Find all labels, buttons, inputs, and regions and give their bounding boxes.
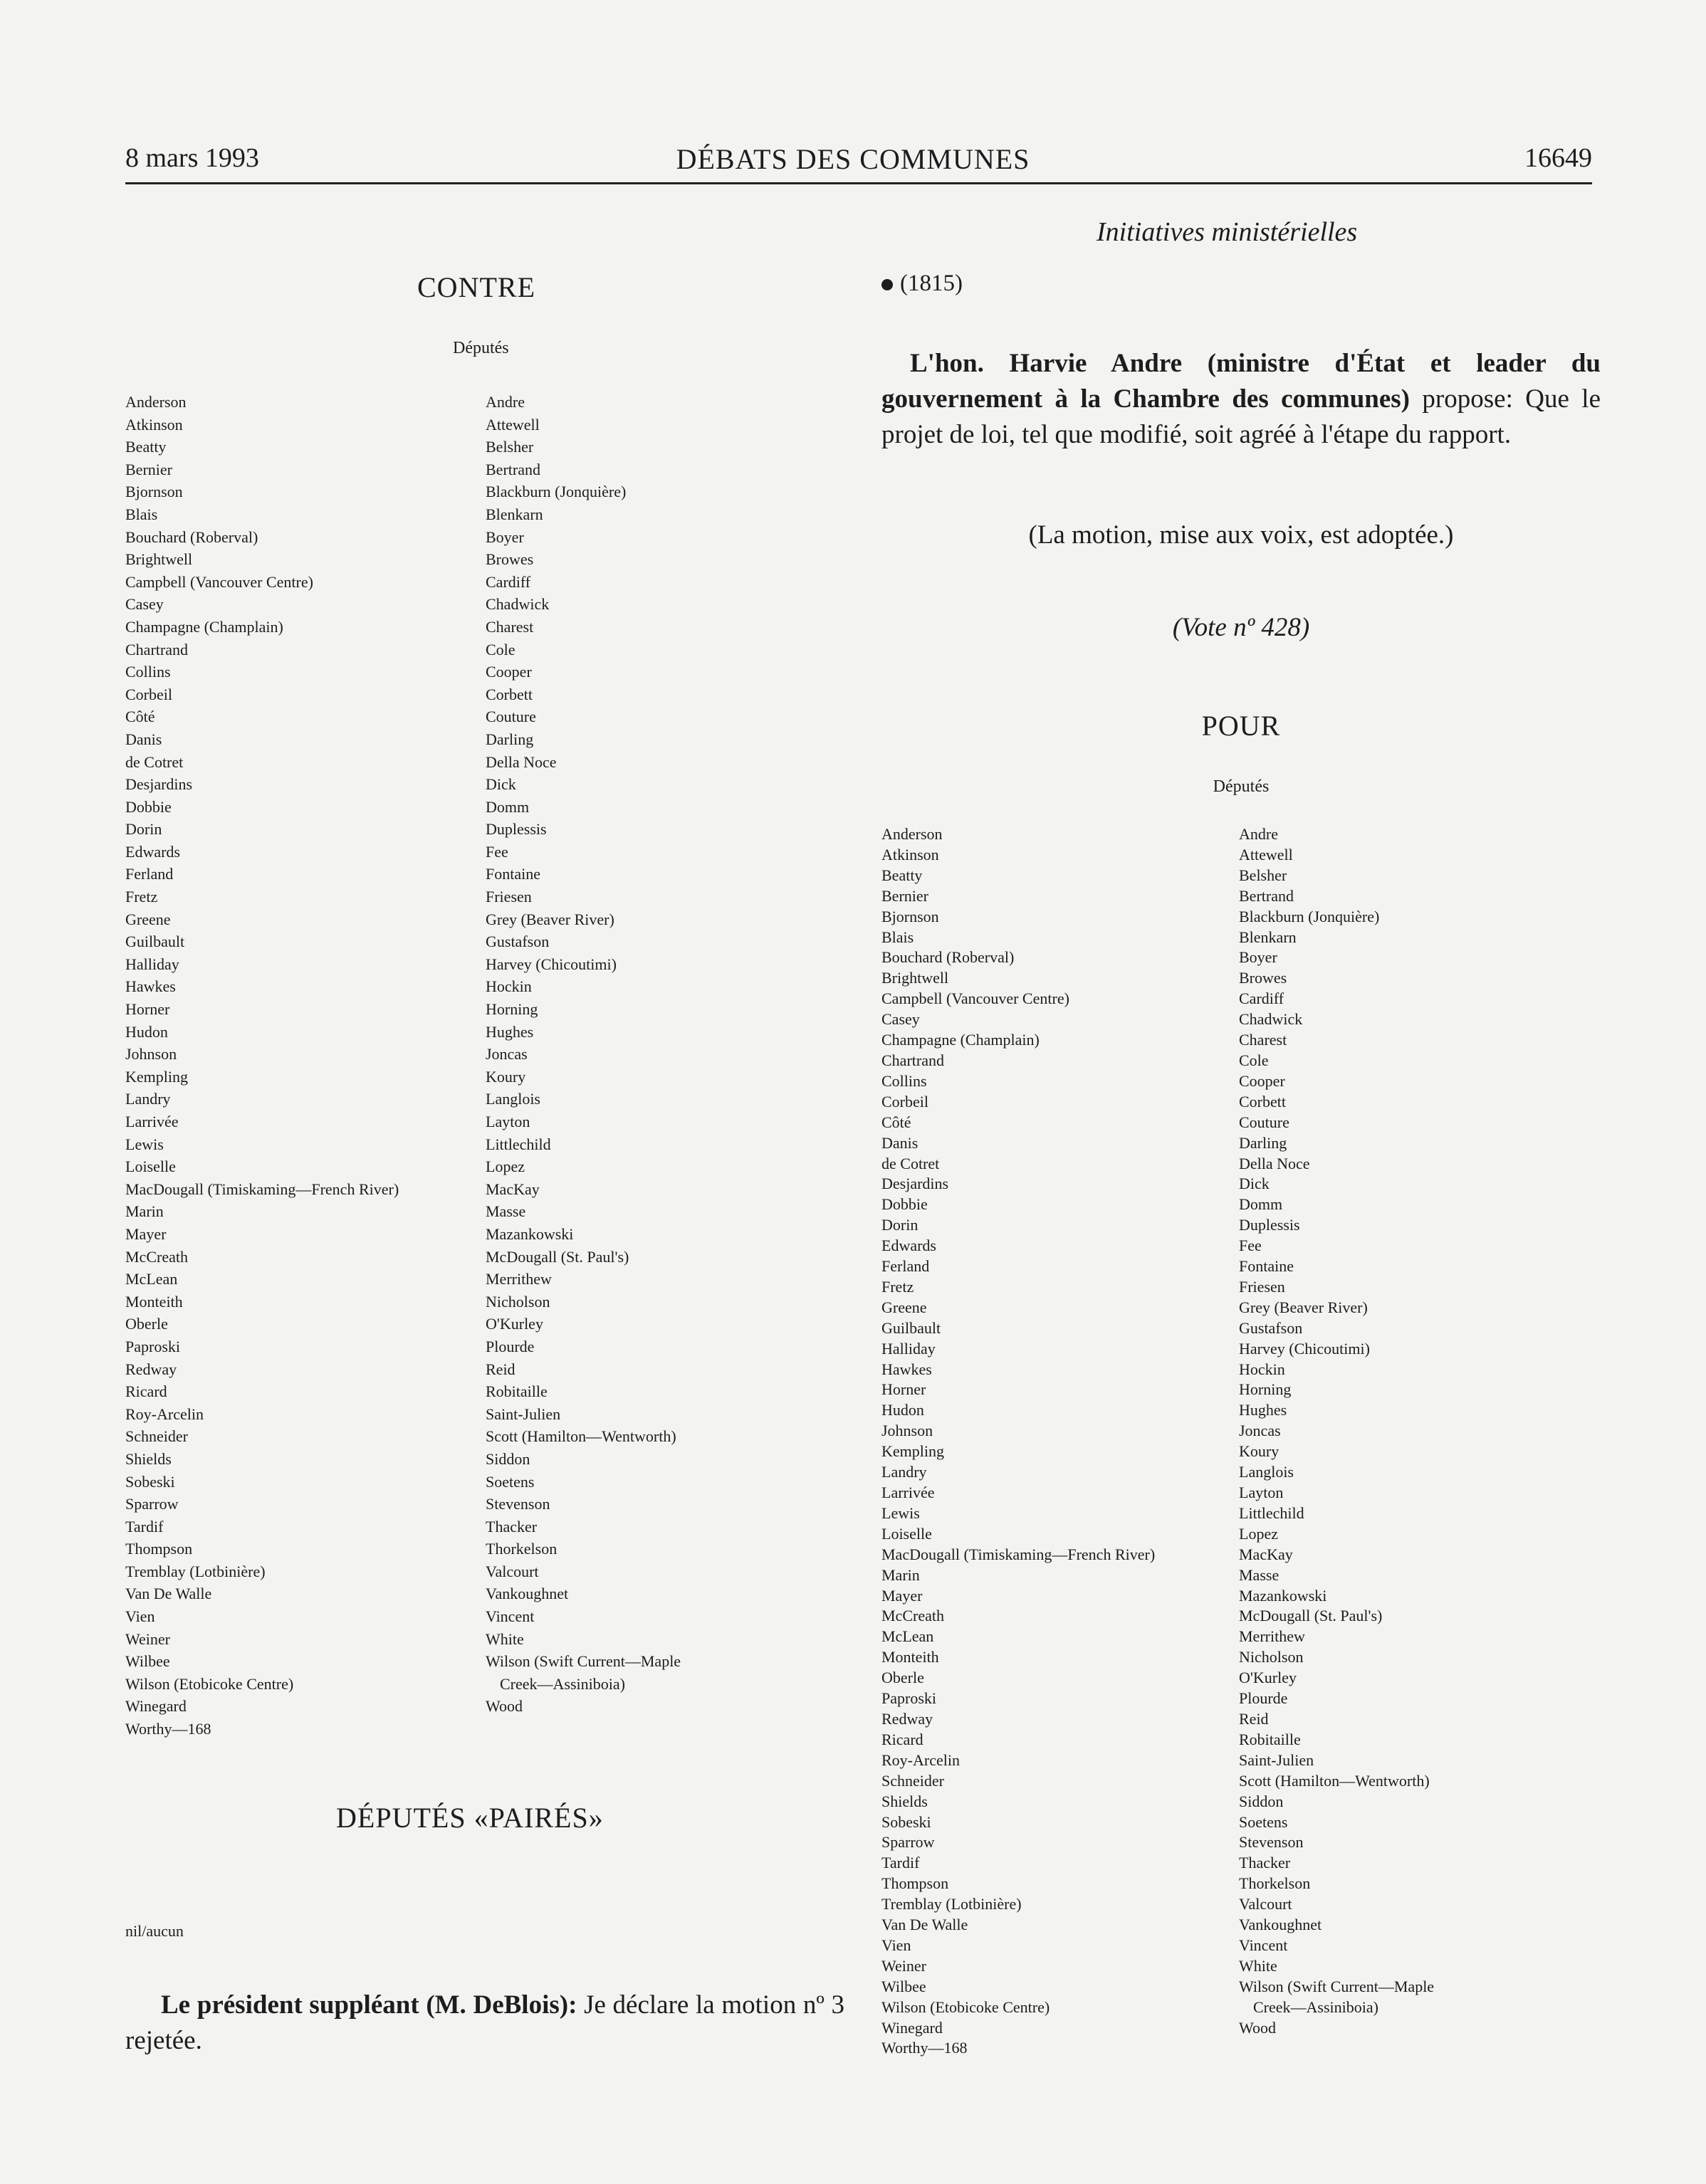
deputy-name: Thompson — [125, 1540, 193, 1558]
deputy-name: Lewis — [881, 1503, 920, 1522]
deputy-name: Gustafson — [486, 933, 550, 951]
deputy-name: Plourde — [1239, 1689, 1288, 1708]
deputy-name: Robitaille — [1239, 1730, 1301, 1748]
deputy-name: Cooper — [1239, 1071, 1285, 1090]
deputy-name: Koury — [486, 1067, 526, 1086]
deputy-name: Johnson — [881, 1422, 933, 1440]
president-text: Je déclare la motion nº 3 rejetée. — [125, 1990, 844, 2055]
deputy-name: Cardiff — [1239, 989, 1284, 1008]
deputy-name: Bernier — [125, 460, 172, 478]
deputy-name: Oberle — [881, 1669, 924, 1687]
deputy-name: Blackburn (Jonquière) — [1239, 907, 1380, 925]
deputy-name: Roy-Arcelin — [125, 1405, 204, 1423]
deputy-name: Stevenson — [1239, 1833, 1304, 1852]
deputy-name: Browes — [486, 550, 534, 569]
deputy-name: Masse — [1239, 1565, 1280, 1584]
deputy-name: Couture — [1239, 1113, 1289, 1131]
deputy-name: O'Kurley — [486, 1315, 543, 1333]
deputy-name: Dick — [486, 775, 516, 794]
deputy-name: Oberle — [125, 1315, 168, 1333]
deputy-name: Greene — [881, 1298, 927, 1316]
deputy-name: Grey (Beaver River) — [486, 910, 614, 928]
deputy-name: Redway — [881, 1709, 933, 1728]
deputy-name: Friesen — [486, 888, 532, 906]
deputy-name: Andre — [486, 393, 525, 411]
pour-left-column — [881, 824, 1155, 2059]
deputy-name: Layton — [1239, 1484, 1284, 1501]
deputy-name: Weiner — [881, 1956, 926, 1975]
deputy-name: MacDougall (Timiskaming—French River) — [125, 1180, 399, 1198]
deputy-name: Blenkarn — [1239, 928, 1297, 946]
deputy-name: Fee — [486, 842, 508, 861]
deputy-name: Hudon — [881, 1401, 924, 1419]
deputy-name: Belsher — [486, 438, 534, 456]
deputy-name: Scott (Hamilton—Wentworth) — [1239, 1771, 1430, 1790]
deputy-name: Larrivée — [125, 1113, 179, 1130]
deputy-name: Van De Walle — [881, 1916, 968, 1934]
deputy-name: Thorkelson — [486, 1540, 558, 1558]
deputy-name: Loiselle — [125, 1157, 176, 1176]
deputy-name: Della Noce — [486, 752, 557, 771]
deputy-name: Andre — [1239, 825, 1278, 843]
deputy-name: Thompson — [881, 1874, 949, 1893]
deputy-name: McLean — [125, 1270, 178, 1288]
deputy-name: Landry — [881, 1463, 927, 1481]
deputy-name: Sobeski — [881, 1812, 931, 1831]
deputy-name: Cole — [486, 640, 516, 658]
deputy-name: Atkinson — [125, 415, 183, 434]
deputy-name: Gustafson — [1239, 1318, 1303, 1337]
deputy-name: Vien — [881, 1936, 911, 1954]
deputy-name: Bjornson — [881, 907, 939, 925]
deputy-name: Danis — [881, 1133, 919, 1152]
deputy-name: Hughes — [1239, 1401, 1287, 1419]
deputy-name: Beatty — [125, 438, 167, 456]
deputy-name: Scott (Hamilton—Wentworth) — [486, 1427, 676, 1446]
timestamp — [881, 271, 963, 297]
deputy-name: Stevenson — [486, 1495, 550, 1513]
paires-content: nil/aucun — [125, 1922, 184, 1940]
deputy-name: Creek—Assiniboia) — [1253, 1997, 1378, 2016]
deputy-name: MacDougall (Timiskaming—French River) — [881, 1545, 1156, 1563]
deputy-name: Domm — [486, 797, 530, 816]
deputy-name: Shields — [125, 1449, 172, 1468]
deputy-name: Guilbault — [881, 1318, 941, 1337]
deputy-name: Desjardins — [881, 1175, 949, 1193]
deputy-name: Tardif — [125, 1517, 164, 1535]
deputy-name: Ricard — [125, 1382, 167, 1401]
contre-right-column — [486, 391, 681, 1718]
deputy-name: Bjornson — [125, 483, 183, 501]
deputy-name: Casey — [881, 1010, 920, 1029]
motion-speaker: L'hon. Harvie Andre (ministre d'État et leader du gouvernement à la Chambre des communes) — [881, 349, 1601, 414]
deputy-name: Creek—Assiniboia) — [500, 1674, 625, 1693]
contre-left-column — [125, 391, 399, 1741]
deputy-name: Reid — [1239, 1709, 1269, 1728]
deputy-name: Cardiff — [486, 572, 531, 591]
deputy-name: Kempling — [881, 1442, 944, 1461]
deputy-name: Ferland — [125, 865, 174, 883]
deputy-name: McLean — [881, 1627, 934, 1646]
deputy-name: Couture — [486, 708, 536, 726]
deputy-name: Worthy—168 — [881, 2039, 968, 2057]
deputy-name: Bertrand — [1239, 886, 1294, 905]
deputy-name: Layton — [486, 1113, 530, 1130]
deputy-name: Landry — [125, 1090, 171, 1108]
deputy-name: Hughes — [486, 1022, 534, 1041]
deputy-name: Vincent — [486, 1607, 535, 1626]
deputy-name: Harvey (Chicoutimi) — [486, 955, 617, 973]
deputy-name: Harvey (Chicoutimi) — [1239, 1339, 1370, 1358]
deputy-name: Sparrow — [881, 1833, 935, 1852]
deputy-name: Thorkelson — [1239, 1874, 1311, 1893]
deputy-name: Blackburn (Jonquière) — [486, 483, 627, 501]
deputy-name: Boyer — [1239, 948, 1277, 967]
header-rule — [125, 182, 1592, 184]
deputy-name: Lewis — [125, 1135, 164, 1153]
deputy-name: Siddon — [486, 1449, 530, 1468]
deputy-name: Marin — [881, 1565, 920, 1584]
deputy-name: Wilbee — [881, 1977, 926, 1995]
deputy-name: Charest — [486, 617, 534, 636]
bullet-icon — [881, 279, 893, 290]
deputy-name: Langlois — [486, 1090, 540, 1108]
motion-text: propose: Que le projet de loi, tel que modifié, soit agréé à l'étape du rapport. — [881, 384, 1601, 449]
deputy-name: Merrithew — [486, 1270, 552, 1288]
deputy-name: Wilbee — [125, 1652, 170, 1671]
deputy-name: Saint-Julien — [486, 1405, 561, 1423]
deputy-name: Blenkarn — [486, 505, 543, 523]
deputy-name: Cole — [1239, 1051, 1269, 1069]
deputy-name: Brightwell — [881, 969, 949, 987]
deputy-name: Hawkes — [125, 977, 176, 996]
deputy-name: Anderson — [125, 393, 187, 411]
deputy-name: Wilson (Swift Current—Maple — [486, 1652, 681, 1671]
deputy-name: Browes — [1239, 969, 1287, 987]
deputy-name: Bouchard (Roberval) — [125, 527, 258, 546]
deputy-name: Littlechild — [1239, 1503, 1304, 1522]
deputy-name: Attewell — [486, 415, 540, 434]
deputy-name: Nicholson — [486, 1292, 550, 1311]
deputy-name: Fretz — [881, 1277, 914, 1296]
deputy-name: de Cotret — [125, 752, 184, 771]
deputy-name: Redway — [125, 1360, 177, 1378]
deputy-name: Vien — [125, 1607, 155, 1626]
deputy-name: McCreath — [125, 1247, 188, 1266]
deputy-name: Schneider — [125, 1427, 188, 1446]
timestamp-text: (1815) — [900, 271, 963, 296]
deputy-name: Dobbie — [125, 797, 172, 816]
deputy-name: Van De Walle — [125, 1585, 212, 1603]
deputy-name: de Cotret — [881, 1154, 940, 1172]
deputy-name: Casey — [125, 595, 164, 614]
deputy-name: Dick — [1239, 1175, 1270, 1193]
deputy-name: Winegard — [881, 2018, 943, 2037]
deputy-name: Collins — [125, 663, 171, 681]
deputy-name: Attewell — [1239, 845, 1293, 863]
deputy-name: Hockin — [1239, 1360, 1285, 1378]
deputy-name: Horner — [881, 1380, 926, 1399]
deputy-name: Wilson (Etobicoke Centre) — [881, 1997, 1050, 2016]
deputy-name: Monteith — [125, 1292, 183, 1311]
contre-heading: CONTRE — [417, 271, 535, 303]
contre-subheading: Députés — [453, 339, 509, 357]
header-date: 8 mars 1993 — [125, 143, 259, 173]
deputy-name: Horning — [1239, 1380, 1292, 1399]
deputy-name: Bertrand — [486, 460, 540, 478]
deputy-name: White — [1239, 1956, 1277, 1975]
motion-result: (La motion, mise aux voix, est adoptée.) — [1028, 520, 1454, 550]
deputy-name: Brightwell — [125, 550, 193, 569]
deputy-name: Darling — [486, 730, 534, 748]
deputy-name: Blais — [881, 928, 914, 946]
deputy-name: Chadwick — [1239, 1010, 1303, 1029]
motion-paragraph — [881, 346, 1601, 453]
deputy-name: Campbell (Vancouver Centre) — [125, 572, 313, 591]
deputy-name: Tardif — [881, 1854, 920, 1872]
header-title: DÉBATS DES COMMUNES — [676, 143, 1030, 175]
deputy-name: Dorin — [881, 1216, 919, 1234]
deputy-name: Halliday — [881, 1339, 936, 1358]
deputy-name: Horner — [125, 1000, 170, 1019]
vote-number: (Vote nº 428) — [1172, 613, 1310, 642]
deputy-name: Champagne (Champlain) — [125, 617, 283, 636]
deputy-name: Mayer — [125, 1224, 167, 1243]
deputy-name: Worthy—168 — [125, 1720, 211, 1738]
deputy-name: Masse — [486, 1202, 526, 1221]
deputy-name: Cooper — [486, 663, 532, 681]
deputy-name: Tremblay (Lotbinière) — [125, 1562, 266, 1580]
deputy-name: Kempling — [125, 1067, 188, 1086]
deputy-name: Sobeski — [125, 1472, 175, 1491]
deputy-name: Winegard — [125, 1697, 187, 1716]
deputy-name: Reid — [486, 1360, 516, 1378]
deputy-name: Duplessis — [486, 820, 547, 839]
deputy-name: Domm — [1239, 1195, 1283, 1214]
deputy-name: Joncas — [1239, 1422, 1281, 1440]
deputy-name: Grey (Beaver River) — [1239, 1298, 1368, 1316]
deputy-name: Vankoughnet — [486, 1585, 569, 1603]
deputy-name: Lopez — [486, 1157, 525, 1176]
deputy-name: Soetens — [1239, 1812, 1288, 1831]
deputy-name: Vincent — [1239, 1936, 1288, 1954]
deputy-name: Anderson — [881, 825, 943, 843]
deputy-name: Hockin — [486, 977, 532, 996]
deputy-name: Valcourt — [1239, 1895, 1292, 1913]
deputy-name: Côté — [881, 1113, 911, 1131]
deputy-name: Loiselle — [881, 1524, 932, 1543]
deputy-name: Littlechild — [486, 1135, 551, 1153]
deputy-name: Duplessis — [1239, 1216, 1300, 1234]
deputy-name: Paproski — [881, 1689, 936, 1708]
deputy-name: Friesen — [1239, 1277, 1285, 1296]
deputy-name: Horning — [486, 1000, 538, 1019]
deputy-name: Campbell (Vancouver Centre) — [881, 989, 1069, 1008]
deputy-name: Desjardins — [125, 775, 193, 794]
deputy-name: McDougall (St. Paul's) — [486, 1247, 629, 1266]
deputy-name: Robitaille — [486, 1382, 548, 1401]
deputy-name: Corbeil — [881, 1092, 928, 1111]
deputy-name: Fretz — [125, 888, 158, 906]
deputy-name: McCreath — [881, 1607, 944, 1625]
deputy-name: Chadwick — [486, 595, 550, 614]
deputy-name: Koury — [1239, 1442, 1280, 1461]
deputy-name: Bouchard (Roberval) — [881, 948, 1015, 967]
deputy-name: Monteith — [881, 1648, 939, 1666]
deputy-name: Chartrand — [125, 640, 188, 658]
deputy-name: Valcourt — [486, 1562, 539, 1580]
deputy-name: Boyer — [486, 527, 524, 546]
deputy-name: Wilson (Etobicoke Centre) — [125, 1674, 294, 1693]
deputy-name: Mazankowski — [1239, 1586, 1327, 1605]
deputy-name: Saint-Julien — [1239, 1750, 1314, 1769]
deputy-name: O'Kurley — [1239, 1669, 1297, 1687]
deputy-name: Atkinson — [881, 845, 939, 863]
deputy-name: Fontaine — [1239, 1257, 1294, 1276]
deputy-name: Wood — [486, 1697, 523, 1716]
deputy-name: Shields — [881, 1792, 928, 1810]
deputy-name: Paproski — [125, 1337, 180, 1355]
pour-subheading: Députés — [1213, 777, 1270, 796]
deputy-name: Weiner — [125, 1629, 170, 1648]
president-paragraph — [125, 1988, 844, 2059]
deputy-name: White — [486, 1629, 524, 1648]
section-label: Initiatives ministérielles — [1097, 217, 1358, 247]
deputy-name: Mazankowski — [486, 1224, 574, 1243]
deputy-name: Fee — [1239, 1237, 1262, 1255]
deputy-name: Darling — [1239, 1133, 1287, 1152]
deputy-name: Thacker — [1239, 1854, 1291, 1872]
deputy-name: Guilbault — [125, 933, 185, 951]
deputy-name: Corbeil — [125, 685, 172, 703]
deputy-name: Marin — [125, 1202, 164, 1221]
deputy-name: Plourde — [486, 1337, 535, 1355]
deputy-name: Champagne (Champlain) — [881, 1031, 1040, 1049]
deputy-name: Thacker — [486, 1517, 538, 1535]
header-page-number: 16649 — [1524, 143, 1592, 173]
deputy-name: Lopez — [1239, 1524, 1278, 1543]
deputy-name: Hawkes — [881, 1360, 932, 1378]
deputy-name: Edwards — [125, 842, 180, 861]
deputy-name: Dorin — [125, 820, 162, 839]
deputy-name: Della Noce — [1239, 1154, 1310, 1172]
deputy-name: Greene — [125, 910, 171, 928]
deputy-name: MacKay — [1239, 1545, 1293, 1563]
deputy-name: Johnson — [125, 1045, 177, 1064]
deputy-name: Nicholson — [1239, 1648, 1304, 1666]
deputy-name: Blais — [125, 505, 158, 523]
deputy-name: Ferland — [881, 1257, 930, 1276]
deputy-name: Schneider — [881, 1771, 944, 1790]
deputy-name: Wood — [1239, 2018, 1277, 2037]
pour-right-column — [1239, 824, 1434, 2038]
deputy-name: Beatty — [881, 866, 923, 884]
deputy-name: Corbett — [1239, 1092, 1286, 1111]
deputy-name: Charest — [1239, 1031, 1287, 1049]
deputy-name: Chartrand — [881, 1051, 944, 1069]
deputy-name: Danis — [125, 730, 162, 748]
deputy-name: Mayer — [881, 1586, 923, 1605]
deputy-name: Wilson (Swift Current—Maple — [1239, 1977, 1435, 1995]
paires-heading: DÉPUTÉS «PAIRÉS» — [336, 1802, 604, 1834]
deputy-name: Côté — [125, 708, 155, 726]
deputy-name: Larrivée — [881, 1484, 935, 1501]
pour-heading: POUR — [1201, 710, 1281, 742]
deputy-name: Halliday — [125, 955, 179, 973]
deputy-name: Langlois — [1239, 1463, 1294, 1481]
president-speaker: Le président suppléant (M. DeBlois): — [161, 1990, 577, 2020]
deputy-name: Soetens — [486, 1472, 535, 1491]
deputy-name: Dobbie — [881, 1195, 928, 1214]
deputy-name: Fontaine — [486, 865, 540, 883]
deputy-name: Corbett — [486, 685, 533, 703]
deputy-name: Merrithew — [1239, 1627, 1305, 1646]
deputy-name: Bernier — [881, 886, 928, 905]
deputy-name: Tremblay (Lotbinière) — [881, 1895, 1022, 1913]
deputy-name: Joncas — [486, 1045, 528, 1064]
deputy-name: McDougall (St. Paul's) — [1239, 1607, 1383, 1625]
deputy-name: Hudon — [125, 1022, 168, 1041]
deputy-name: Edwards — [881, 1237, 936, 1255]
deputy-name: Roy-Arcelin — [881, 1750, 960, 1769]
deputy-name: MacKay — [486, 1180, 540, 1198]
deputy-name: Siddon — [1239, 1792, 1284, 1810]
deputy-name: Sparrow — [125, 1495, 179, 1513]
deputy-name: Ricard — [881, 1730, 923, 1748]
deputy-name: Belsher — [1239, 866, 1287, 884]
deputy-name: Vankoughnet — [1239, 1916, 1322, 1934]
deputy-name: Collins — [881, 1071, 927, 1090]
